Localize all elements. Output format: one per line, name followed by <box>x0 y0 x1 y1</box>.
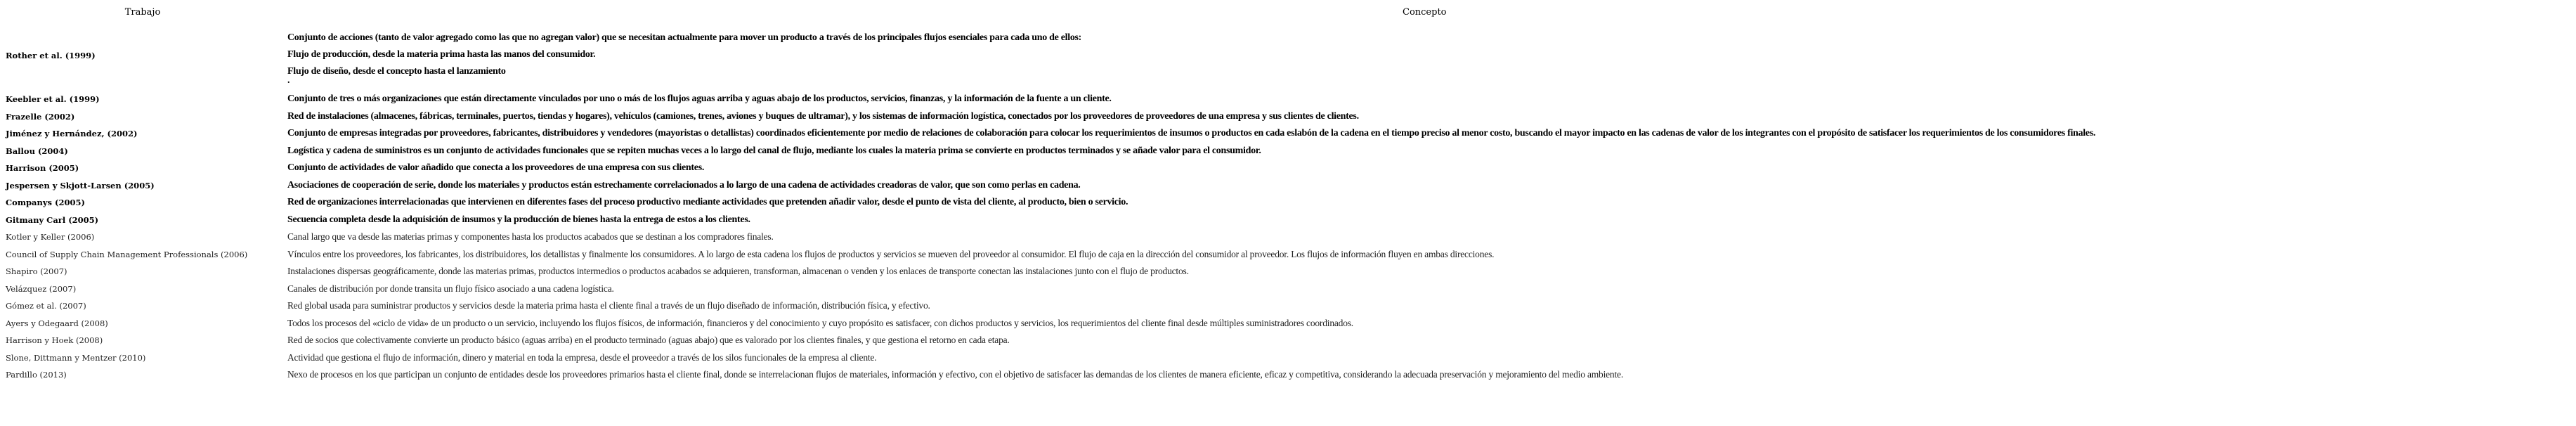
concept-cell: Nexo de procesos en los que participan un conjunto de entidades desde los proveedores primarios hasta el cliente final, donde se interrelacionan flujos de materiales, información y efectivo, con el objetivo de satisfacer las demandas de los clientes de manera eficiente, eficaz y competitiva, considerando la adecuada preservación y mejoramiento del medio ambiente. <box>287 369 1624 380</box>
work-cell: Harrison y Hoek (2008) <box>6 335 103 346</box>
concept-cell: Actividad que gestiona el flujo de información, dinero y material en toda la empresa, desde el proveedor a través de los silos funcionales de la empresa al cliente. <box>287 351 877 363</box>
concept-cell: Canales de distribución por donde transita un flujo físico asociado a una cadena logística. <box>287 283 614 294</box>
work-cell: Ballou (2004) <box>6 146 68 156</box>
concept-cell: Red de socios que colectivamente convierte un producto básico (aguas arriba) en el producto terminado (aguas abajo) que es valorado por los clientes finales, y que gestiona el retorno en cada etapa. <box>287 335 1010 346</box>
concept-cell: Conjunto de actividades de valor añadido que conecta a los proveedores de una empresa con sus clientes. <box>287 162 705 174</box>
work-cell: Kotler y Keller (2006) <box>6 232 95 243</box>
concept-cell: Red de instalaciones (almacenes, fábricas, terminales, puertos, tiendas y hogares), vehículos (camiones, trenes, aviones y buques de ultramar), y los sistemas de información logística, conectados por los proveedores de proveedores de una empresa y sus clientes de clientes. <box>287 110 1359 122</box>
concept-cell: Secuencia completa desde la adquisición de insumos y la producción de bienes hasta la entrega de estos a los clientes. <box>287 214 750 225</box>
header-concept: Concepto <box>1403 7 1447 18</box>
table-row <box>0 228 2576 246</box>
table-row <box>0 280 2576 298</box>
table-row <box>0 349 2576 367</box>
concept-line: Flujo de diseño, desde el concepto hasta el lanzamiento <box>287 66 506 77</box>
table-row <box>0 143 2576 160</box>
work-cell: Pardillo (2013) <box>6 370 67 380</box>
work-cell: Velázquez (2007) <box>6 283 77 294</box>
table-row <box>0 20 2576 91</box>
concept-cell: Asociaciones de cooperación de serie, donde los materiales y productos están estrechamente correlacionados a lo largo de una cadena de actividades creadoras de valor, que son como perlas en cadena. <box>287 179 1081 191</box>
header-row <box>0 6 2576 20</box>
table-row <box>0 108 2576 126</box>
table-row <box>0 125 2576 143</box>
concept-line: . <box>287 75 290 86</box>
table-row <box>0 332 2576 349</box>
table-row <box>0 366 2576 384</box>
work-cell: Ayers y Odegaard (2008) <box>6 318 108 328</box>
table-row <box>0 194 2576 212</box>
concept-cell: Logística y cadena de suministros es un conjunto de actividades funcionales que se repiten muchas veces a lo largo del canal de flujo, mediante los cuales la materia prima se convierte en productos terminados y se añade valor para el consumidor. <box>287 145 1261 156</box>
table-row <box>0 160 2576 177</box>
concept-line: Conjunto de acciones (tanto de valor agregado como las que no agregan valor) que se necesitan actualmente para mover un producto a través de los principales flujos esenciales para cada uno de ellos: <box>287 32 1082 43</box>
concept-cell: Todos los procesos del «ciclo de vida» de un producto o un servicio, incluyendo los flujos físicos, de información, financieros y del conocimiento y cuyo propósito es satisfacer, con dichos productos y servicios, los requerimientos del cliente final desde múltiples suministradores coordinados. <box>287 317 1353 328</box>
concept-cell: Red de organizaciones interrelacionadas que intervienen en diferentes fases del proceso productivo mediante actividades que pretenden añadir valor, desde el punto de vista del cliente, al producto, bien o servicio. <box>287 197 1128 208</box>
table-row <box>0 246 2576 264</box>
table-body <box>0 20 2576 384</box>
work-cell: Jespersen y Skjott-Larsen (2005) <box>6 180 155 191</box>
work-cell: Frazelle (2002) <box>6 111 75 122</box>
work-cell: Shapiro (2007) <box>6 266 67 277</box>
concept-cell: Red global usada para suministrar productos y servicios desde la materia prima hasta el cliente final a través de un flujo diseñado de información, distribución física, y efectivo. <box>287 300 930 311</box>
table-row <box>0 212 2576 229</box>
concept-cell <box>285 20 2576 91</box>
work-cell: Harrison (2005) <box>6 163 79 174</box>
work-cell: Slone, Dittmann y Mentzer (2010) <box>6 352 146 363</box>
table-row <box>0 91 2576 108</box>
concept-line: Flujo de producción, desde la materia prima hasta las manos del consumidor. <box>287 49 596 60</box>
concept-cell: Conjunto de empresas integradas por proveedores, fabricantes, distribuidores y vendedores (mayoristas o detallistas) coordinados eficientemente por medio de relaciones de colaboración para colocar los requerimientos de insumos o productos en cada eslabón de la cadena en el tiempo preciso al menor costo, buscando el mayor impacto en las cadenas de valor de los integrantes con el propósito de satisfacer los requerimientos de los consumidores finales. <box>287 128 2096 139</box>
concepts-table <box>0 6 2576 384</box>
table-row <box>0 177 2576 195</box>
header-work: Trabajo <box>124 7 161 18</box>
table-row <box>0 315 2576 333</box>
work-cell: Companys (2005) <box>6 198 85 208</box>
table-row <box>0 263 2576 280</box>
concept-cell: Instalaciones dispersas geográficamente, donde las materias primas, productos intermedios o productos acabados se adquieren, transforman, almacenan o venden y los enlaces de transporte conectan las instalaciones junto con el flujo de productos. <box>287 266 1189 277</box>
work-cell: Jiménez y Hernández, (2002) <box>6 129 138 139</box>
work-cell: Keebler et al. (1999) <box>6 94 100 105</box>
work-cell: Council of Supply Chain Management Professionals (2006) <box>6 249 248 259</box>
table-row <box>0 297 2576 315</box>
work-cell: Rother et al. (1999) <box>6 51 96 60</box>
concept-cell: Canal largo que va desde las materias primas y componentes hasta los productos acabados que se destinan a los compradores finales. <box>287 231 774 243</box>
work-cell: Gitmany Carl (2005) <box>6 214 99 225</box>
work-cell: Gómez et al. (2007) <box>6 301 86 311</box>
concept-cell: Conjunto de tres o más organizaciones que están directamente vinculados por uno o más de los flujos aguas arriba y aguas abajo de los productos, servicios, finanzas, y la información de la fuente a un cliente. <box>287 93 1112 105</box>
concept-cell: Vínculos entre los proveedores, los fabricantes, los distribuidores, los detallistas y finalmente los consumidores. A lo largo de esta cadena los flujos de productos y servicios se mueven del proveedor al consumidor. El flujo de caja en la dirección del consumidor al proveedor. Los flujos de información fluyen en ambas direcciones. <box>287 248 1495 259</box>
